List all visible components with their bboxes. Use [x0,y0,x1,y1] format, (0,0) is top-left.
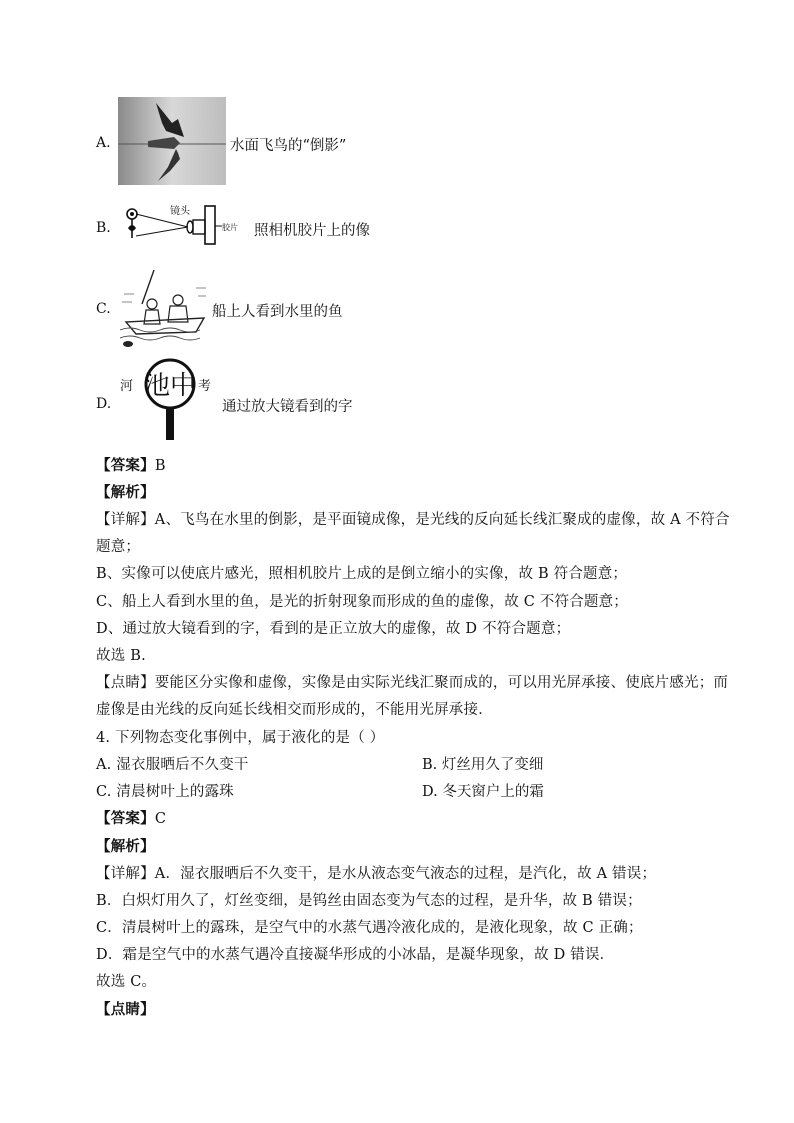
option-a-letter: A. [96,135,111,151]
q4-detail-line: C．清晨树叶上的露珠，是空气中的水蒸气遇冷液化成的，是液化现象，故 C 正确； [96,920,643,936]
lens-label: 镜头 [170,206,190,217]
option-c-text: 船上人看到水里的鱼 [212,304,343,320]
q3-answer [96,454,166,475]
option-b-text: 照相机胶片上的像 [254,223,370,239]
q4-analysis-tag: 【解析】 [96,838,155,855]
magnifier-right-char: 考 [198,379,212,394]
q4-option-a: A. 湿衣服晒后不久变干 [96,757,249,773]
option-d-letter: D. [96,396,112,412]
film-label: 胶片 [222,223,238,232]
q3-detail-line: 故选 B. [96,648,146,664]
answer-value: C [154,811,167,827]
q4-option-c: C. 清晨树叶上的露珠 [96,784,234,800]
magnifier-left-char: 河 [120,379,134,394]
magnifier-figure [118,358,230,442]
q4-detail-line: 【详解】A．湿衣服晒后不久变干，是水从液态变气液态的过程，是汽化，故 A 错误； [96,866,657,882]
q4-detail-line: D．霜是空气中的水蒸气遇冷直接凝华形成的小冰晶，是凝华现象，故 D 错误． [96,947,615,963]
q4-comment-tag: 【点睛】 [96,1001,155,1018]
option-c-letter: C. [96,301,111,317]
q4-detail-line: B．白炽灯用久了，灯丝变细，是钨丝由固态变为气态的过程，是升华，故 B 错误； [96,893,642,909]
q3-detail-line: 【详解】A、飞鸟在水里的倒影，是平面镜成像，是光线的反向延长线汇聚成的虚像，故 A 不符合 [96,512,730,528]
q3-detail-line: B、实像可以使底片感光，照相机胶片上成的是倒立缩小的实像，故 B 符合题意； [96,566,628,582]
q3-analysis-tag: 【解析】 [96,484,155,501]
option-d-text: 通过放大镜看到的字 [222,399,353,415]
bird-reflection-figure [118,97,226,185]
answer-tag: 【答案】 [96,457,155,474]
q4-detail-line: 故选 C。 [96,974,157,990]
q3-detail-line: D、通过放大镜看到的字，看到的是正立放大的虚像，故 D 不符合题意； [96,621,571,637]
q3-detail-line: C、船上人看到水里的鱼，是光的折射现象而形成的鱼的虚像，故 C 不符合题意； [96,594,629,610]
answer-tag: 【答案】 [96,810,155,827]
q3-comment-line: 虚像是由光线的反向延长线相交而形成的，不能用光屏承接． [96,702,493,718]
q4-answer [96,807,166,828]
q4-question: 4. 下列物态变化事例中，属于液化的是（ ） [96,730,385,746]
q3-comment-line: 【点睛】要能区分实像和虚像，实像是由实际光线汇聚而成的，可以用光屏承接、使底片感光；而 [96,675,729,691]
option-b-letter: B. [96,220,111,236]
option-a-text: 水面飞鸟的“倒影” [230,138,347,154]
magnified-text: 池中 [143,371,197,401]
answer-value: B [154,458,166,474]
q4-option-d: D. 冬天窗户上的霜 [422,784,544,800]
boat-fishing-figure [120,268,208,348]
q4-option-b: B. 灯丝用久了变细 [422,757,544,773]
q3-detail-line: 题意； [96,539,141,555]
